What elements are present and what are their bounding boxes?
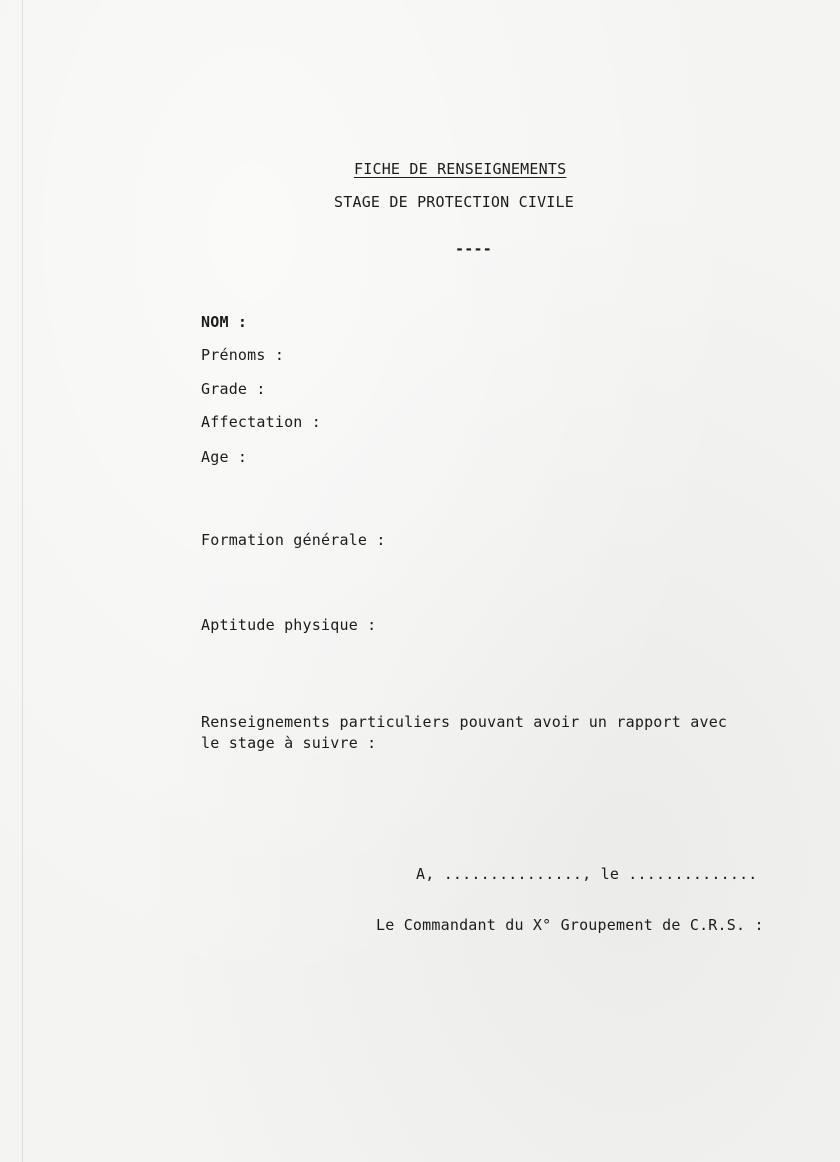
page-edge-line [22,0,23,1162]
title-separator: ---- [455,240,492,258]
field-affectation-label: Affectation : [201,413,321,431]
signature-line: Le Commandant du X° Groupement de C.R.S. : [376,916,764,934]
field-nom-label: NOM : [201,313,248,331]
field-grade-label: Grade : [201,380,266,398]
field-renseignements-line2: le stage à suivre : [201,734,377,752]
field-formation-label: Formation générale : [201,531,386,549]
document-subtitle: STAGE DE PROTECTION CIVILE [334,193,574,211]
place-date-line: A, ..............., le .............. [416,865,758,883]
field-aptitude-label: Aptitude physique : [201,616,377,634]
field-age-label: Age : [201,448,248,466]
field-prenoms-label: Prénoms : [201,346,285,364]
field-renseignements-line1: Renseignements particuliers pouvant avoir un rapport avec [201,713,728,731]
document-title: FICHE DE RENSEIGNEMENTS [354,160,567,178]
